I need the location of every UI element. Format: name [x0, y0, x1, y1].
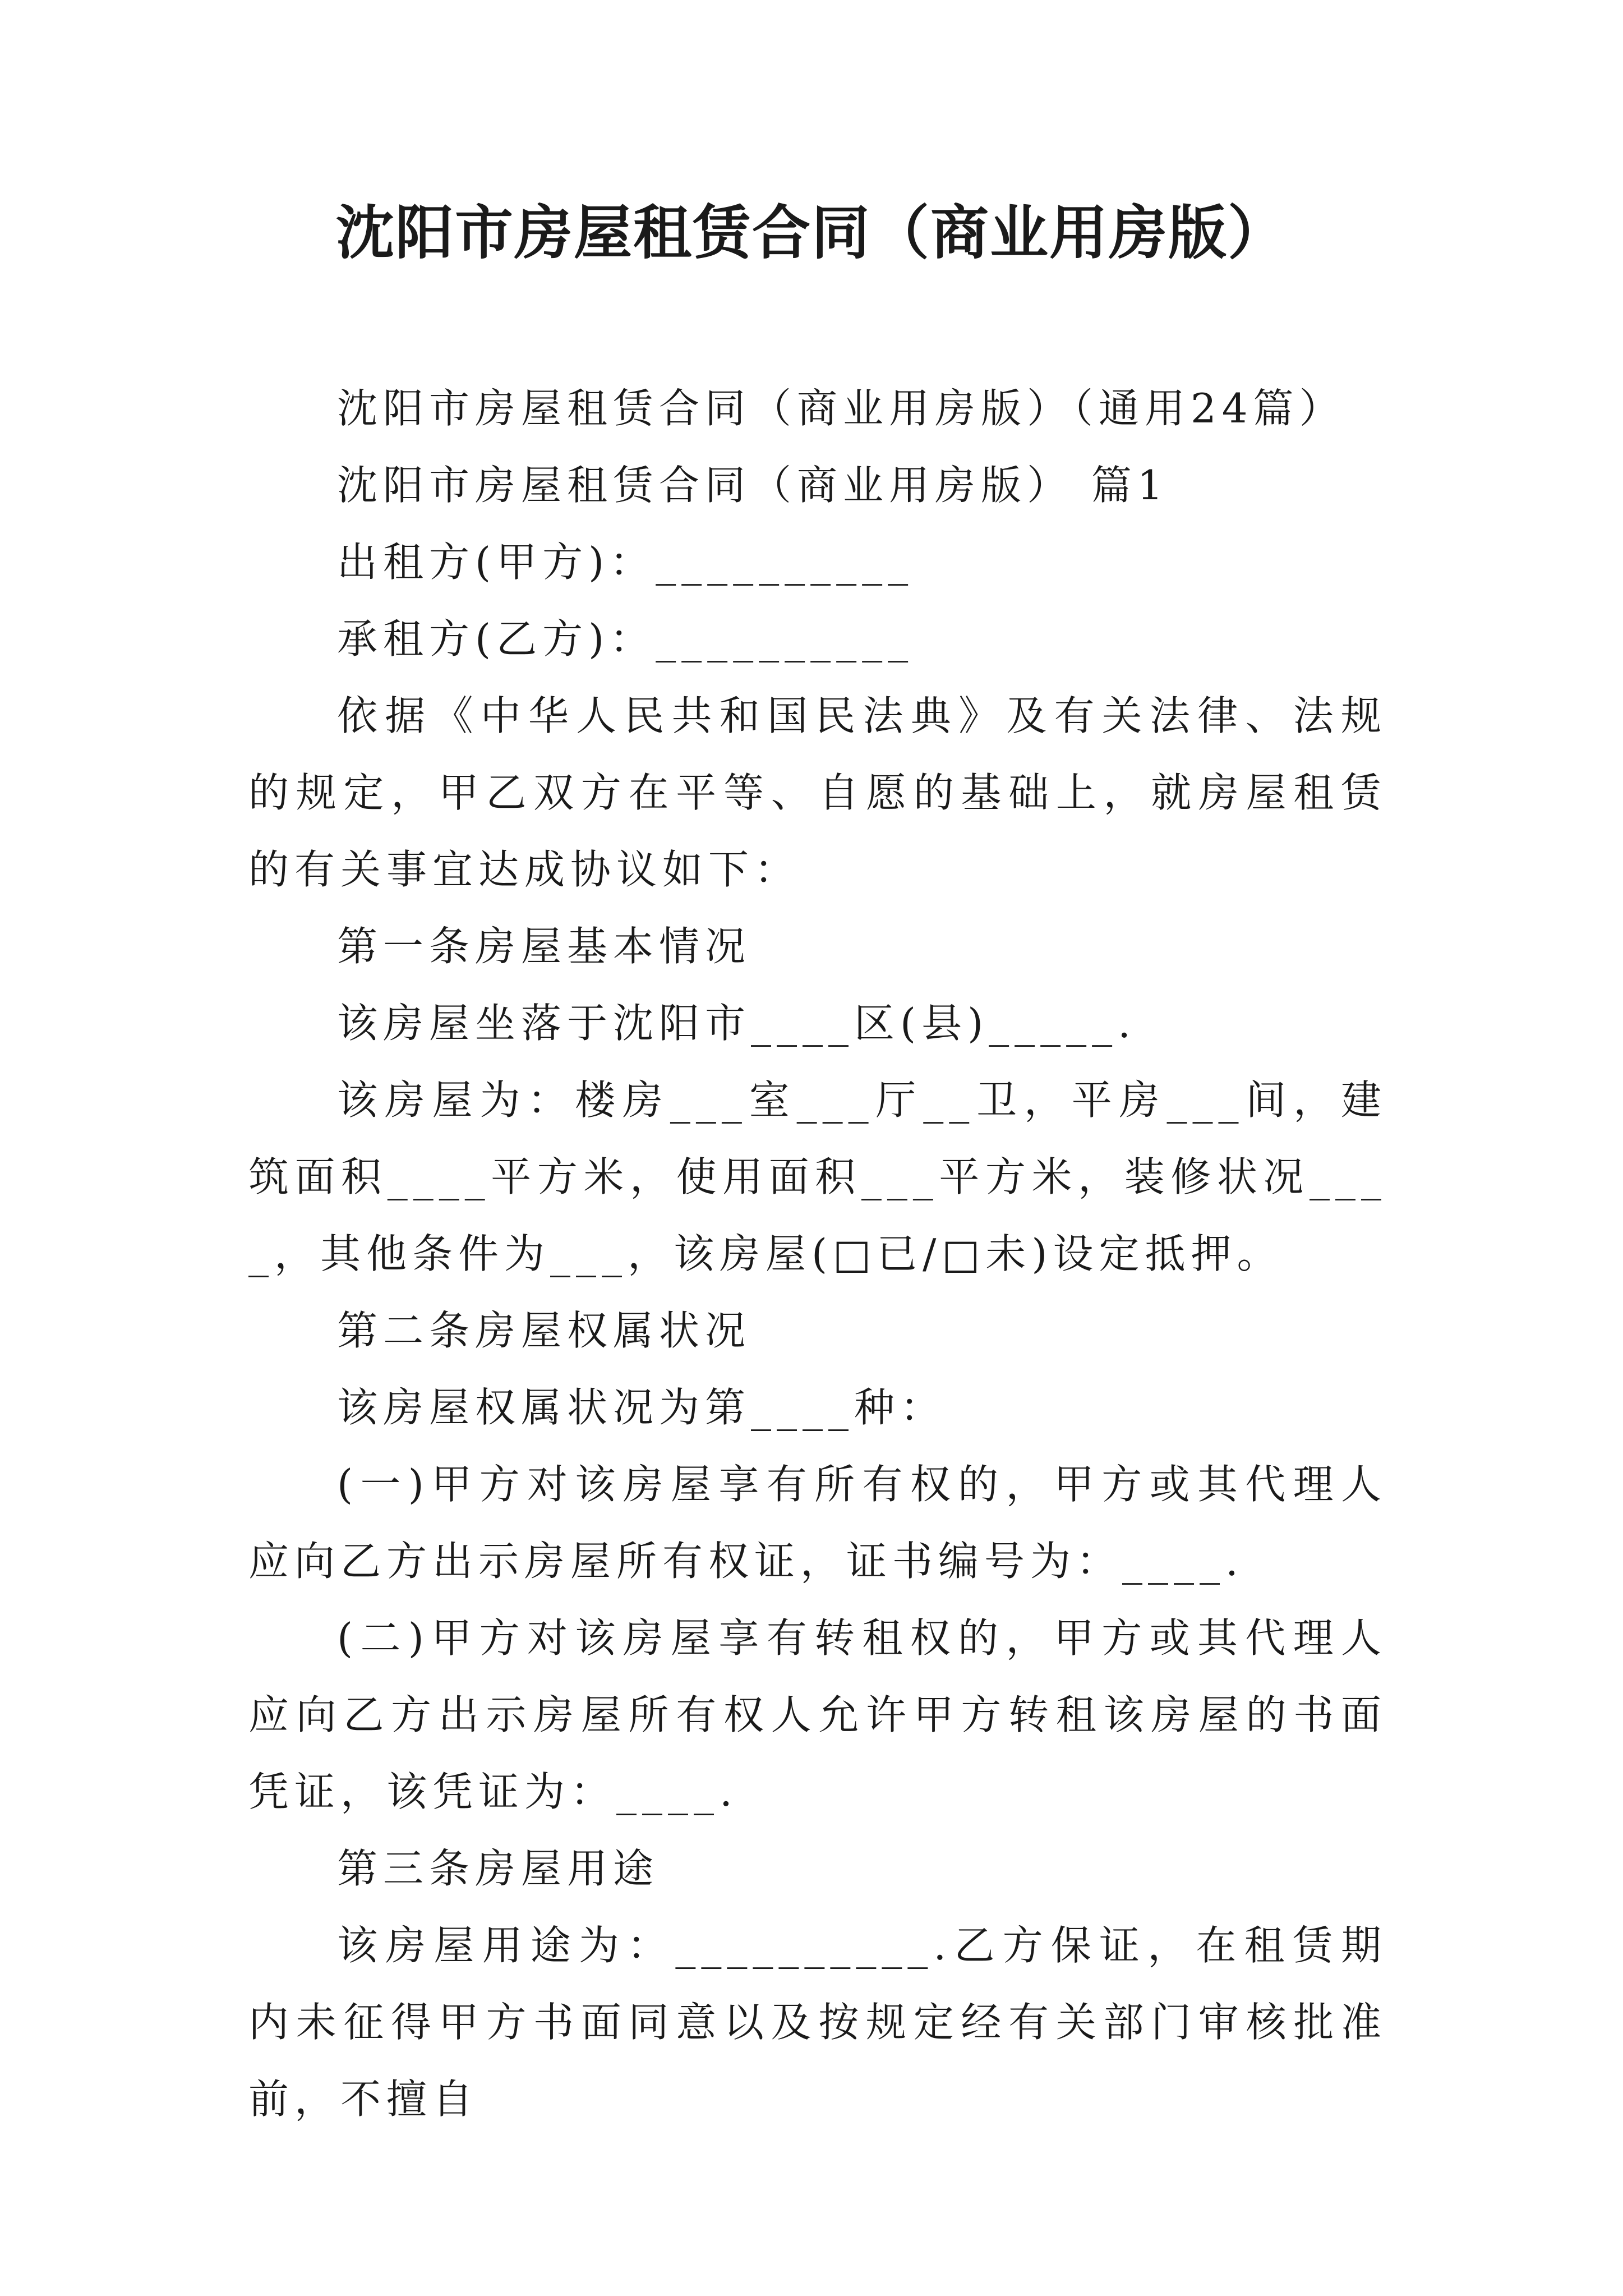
paragraph-usage: 该房屋用途为：__________.乙方保证，在租赁期内未征得甲方书面同意以及按规定经有关部门审核批准前，不擅自: [248, 1922, 1387, 2123]
paragraph-ownership-2: (二)甲方对该房屋享有转租权的，甲方或其代理人应向乙方出示房屋所有权人允许甲方转租该房屋的书面凭证，该凭证为：____.: [248, 1614, 1387, 1815]
paragraph-article-1-heading: 第一条房屋基本情况: [337, 923, 751, 970]
paragraph-article-2-heading: 第二条房屋权属状况: [337, 1307, 751, 1354]
paragraph-ownership-1: (一)甲方对该房屋享有所有权的，甲方或其代理人应向乙方出示房屋所有权证，证书编号为：____.: [248, 1461, 1387, 1585]
paragraph-chapter-heading: 沈阳市房屋租赁合同（商业用房版） 篇1: [337, 462, 1169, 509]
paragraph-ownership-type: 该房屋权属状况为第____种：: [337, 1384, 947, 1431]
document-title: 沈阳市房屋租赁合同（商业用房版）: [335, 198, 1287, 267]
paragraph-article-3-heading: 第三条房屋用途: [337, 1845, 660, 1892]
paragraph-lessee: 承租方(乙方)：__________: [337, 615, 914, 662]
paragraph-house-details: 该房屋为：楼房___室___厅__卫，平房___间，建筑面积____平方米，使用面积___平方米，装修状况____，其他条件为___，该房屋(□已/□未)设定抵押。: [248, 1076, 1387, 1277]
paragraph-location: 该房屋坐落于沈阳市____区(县)_____.: [337, 1000, 1137, 1047]
document-body: [248, 370, 1387, 2138]
paragraph-collection-title: 沈阳市房屋租赁合同（商业用房版）（通用24篇）: [337, 385, 1345, 432]
paragraph-lessor: 出租方(甲方)：__________: [337, 539, 914, 586]
paragraph-preamble: 依据《中华人民共和国民法典》及有关法律、法规的规定，甲乙双方在平等、自愿的基础上，就房屋租赁的有关事宜达成协议如下：: [248, 692, 1387, 893]
